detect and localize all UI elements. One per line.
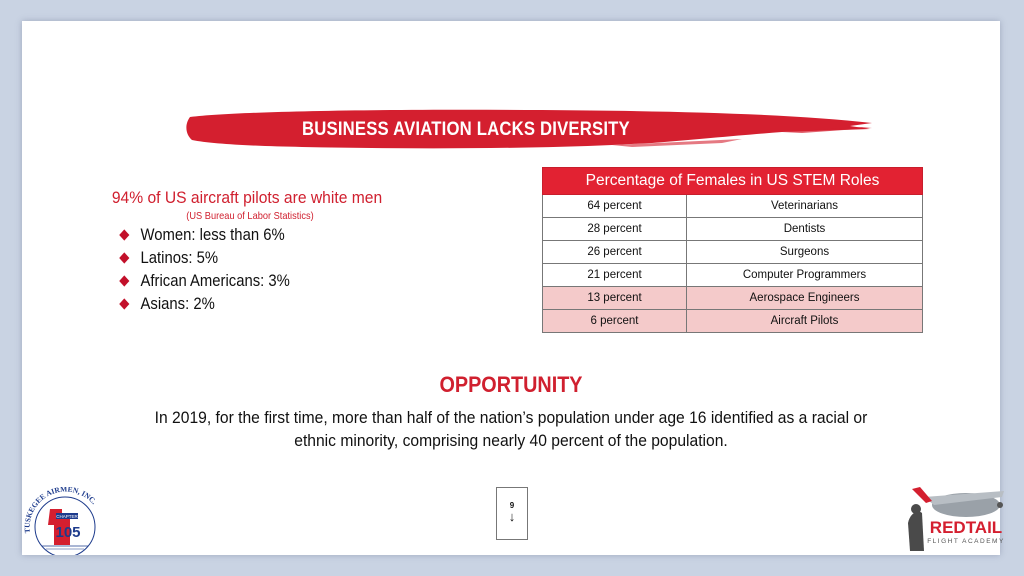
page-number-box[interactable] [496,487,528,540]
stem-females-table [542,167,923,333]
table-cell-percent: 21 percent [543,264,687,287]
table-cell-percent: 28 percent [543,218,687,241]
seal-graphic [20,487,110,555]
list-item [118,224,290,247]
table-row [543,264,923,287]
bullet-text: Asians: 2% [140,295,215,313]
diamond-bullet-icon [119,298,129,309]
bullet-text: Latinos: 5% [140,249,219,267]
title-banner [182,105,874,155]
table-row-highlighted [543,310,923,333]
opportunity-text: In 2019, for the first time, more than half of the nation’s population under age 16 identified as a racial or ethnic minority, comprising nearly 40 percent of the population. [154,408,868,450]
table-cell-role: Computer Programmers [687,264,923,287]
seal-number: 105 [55,524,81,541]
table-row [543,241,923,264]
redtail-graphic [904,483,1004,553]
seal-chapter-text: CHAPTER [56,514,78,519]
slide [22,21,1004,555]
redtail-brand-text: REDTAIL [929,518,1003,537]
demographics-list [118,224,309,316]
table-row [543,195,923,218]
table-cell-role: Aerospace Engineers [687,287,923,310]
down-arrow-icon: ↓ [508,509,516,524]
table-cell-role: Surgeons [687,241,923,264]
table-cell-percent: 64 percent [543,195,687,218]
table-cell-role: Dentists [687,218,923,241]
table-row [543,218,923,241]
table-cell-percent: 6 percent [543,310,687,333]
diamond-bullet-icon [119,252,129,263]
table-cell-role: Aircraft Pilots [687,310,923,333]
table-cell-percent: 13 percent [543,287,687,310]
tuskegee-airmen-logo [20,487,110,555]
opportunity-heading: OPPORTUNITY [439,372,583,397]
stat-source: (US Bureau of Labor Statistics) [186,210,314,222]
table-cell-percent: 26 percent [543,241,687,264]
table-title: Percentage of Females in US STEM Roles [543,168,923,195]
diamond-bullet-icon [119,229,129,240]
slide-title: BUSINESS AVIATION LACKS DIVERSITY [302,119,630,140]
stat-headline: 94% of US aircraft pilots are white men [111,188,383,207]
list-item [118,270,290,293]
seal-ring-text: TUSKEGEE AIRMEN, INC. [22,487,99,534]
list-item [118,293,290,316]
table-row-highlighted [543,287,923,310]
diamond-bullet-icon [119,275,129,286]
list-item [118,247,290,270]
redtail-flight-academy-logo [904,483,1004,553]
table-cell-role: Veterinarians [687,195,923,218]
page-number: 9 [509,501,515,510]
bullet-text: African Americans: 3% [140,272,290,290]
redtail-sub-text: FLIGHT ACADEMY [927,538,1004,545]
bullet-text: Women: less than 6% [140,226,285,244]
